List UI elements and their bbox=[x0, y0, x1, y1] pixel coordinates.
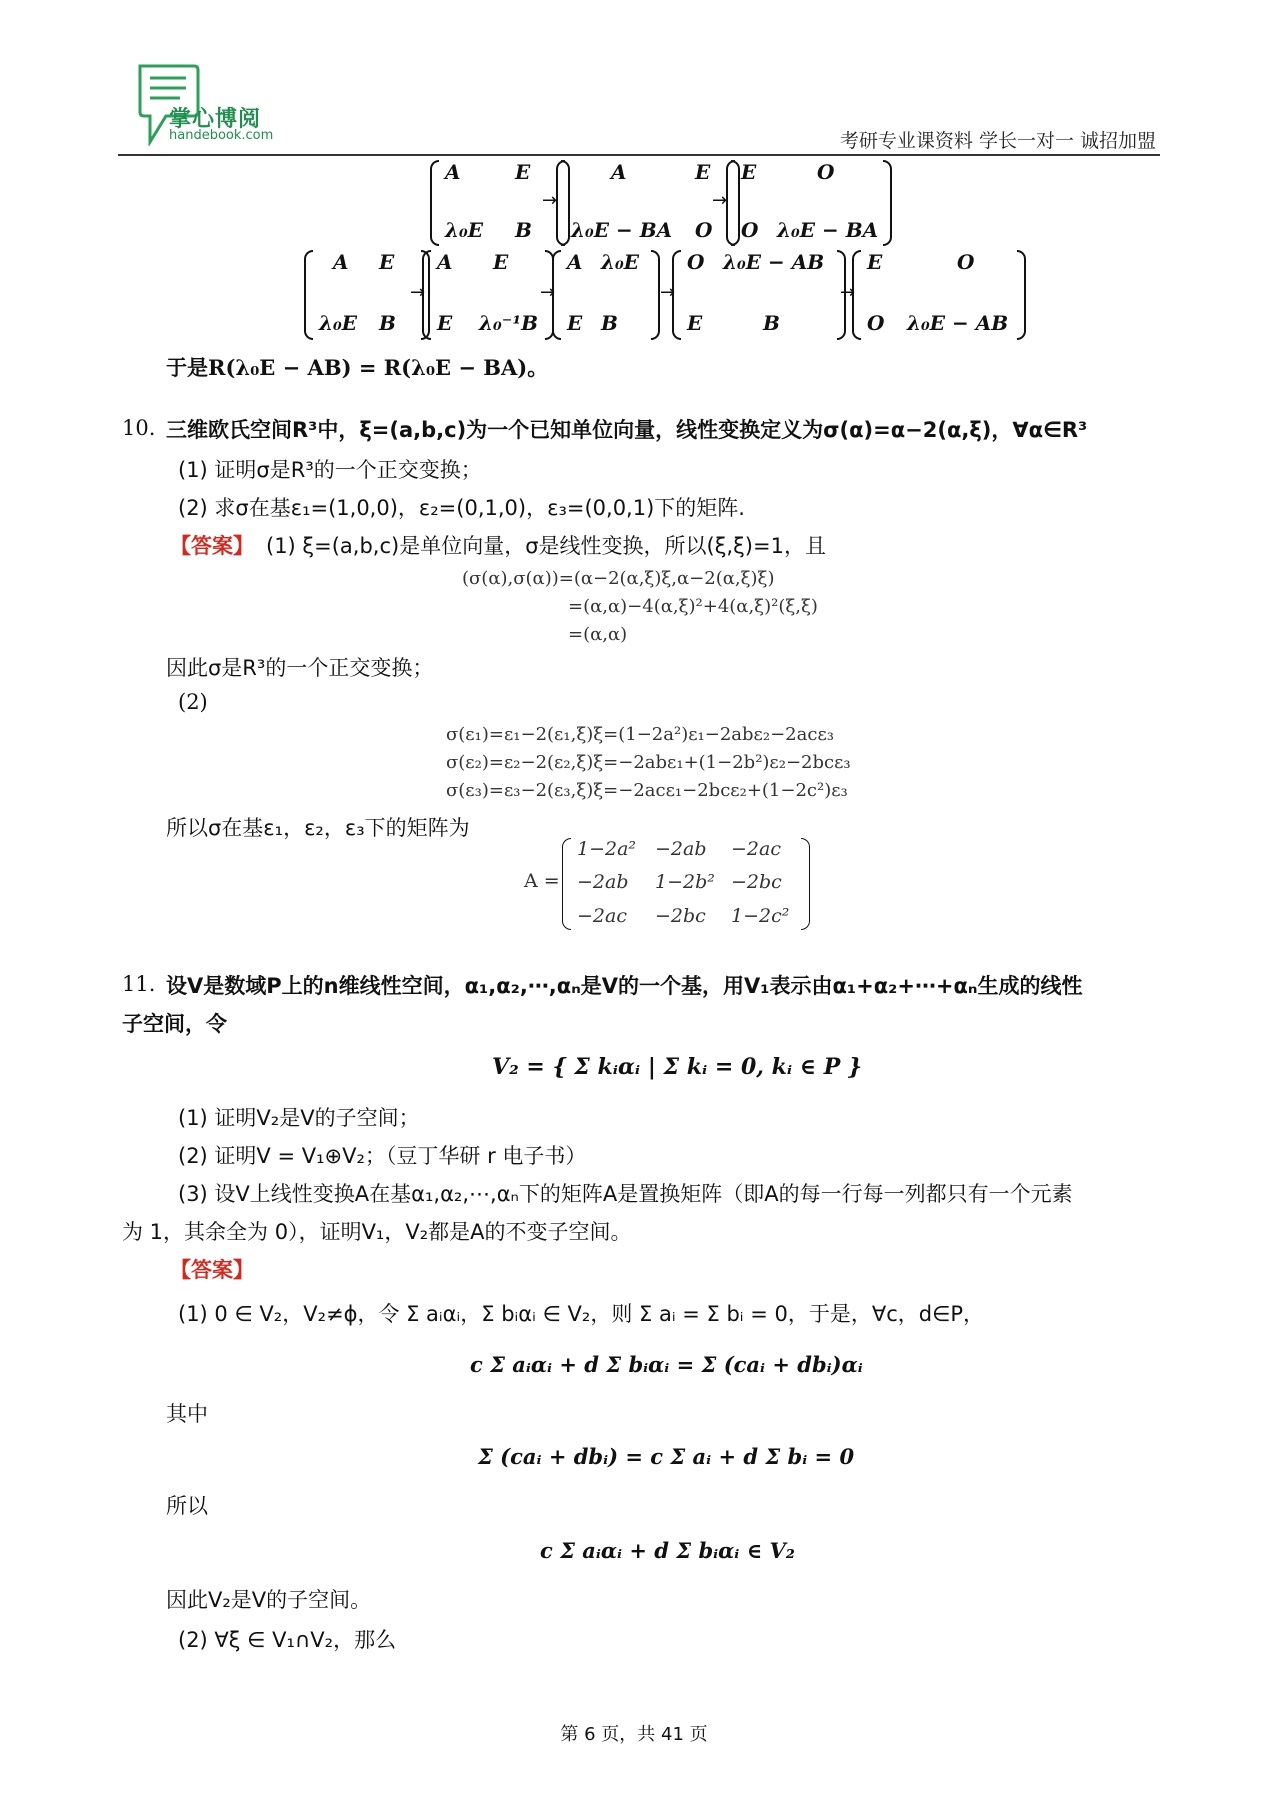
logo-en: handebook.com bbox=[169, 128, 274, 143]
q10-answer-label: 【答案】 bbox=[170, 534, 254, 558]
q11-answer-label: 【答案】 bbox=[170, 1258, 254, 1282]
equation: σ(ε₂)=ε₂−2(ε₂,ξ)ξ=−2abε₁+(1−2b²)ε₂−2bcε₃ bbox=[446, 752, 851, 773]
logo-cn: 掌心博阅 bbox=[169, 107, 262, 132]
matrix bbox=[852, 250, 1026, 340]
q10-part1: (1) 证明σ是R³的一个正交变换； bbox=[178, 458, 482, 482]
matrix-cell: B bbox=[763, 311, 780, 335]
matrix-cell: A bbox=[611, 160, 627, 184]
logo bbox=[136, 62, 306, 152]
equation: (σ(α),σ(α))=(α−2(α,ξ)ξ,α−2(α,ξ)ξ) bbox=[462, 568, 775, 589]
q11-title-line2: 子空间，令 bbox=[122, 1012, 227, 1036]
q10-answer-2-text: 所以σ在基ε₁，ε₂，ε₃下的矩阵为 bbox=[166, 816, 470, 840]
q11-part3-line2: 为 1，其余全为 0），证明V₁，V₂都是A的不变子空间。 bbox=[122, 1220, 632, 1244]
q11-title-line1: 设V是数域P上的n维线性空间，α₁,α₂,⋯,αₙ是V的一个基，用V₁表示由α₁+α₂+⋯+αₙ生成的线性 bbox=[166, 974, 1083, 998]
conclusion-line: 于是R(λ₀E − AB) = R(λ₀E − BA)。 bbox=[166, 355, 549, 380]
matrix-cell: λ₀⁻¹B bbox=[479, 311, 539, 335]
matrix-cell: A bbox=[333, 250, 349, 274]
matrix-cell: A bbox=[437, 250, 453, 274]
matrix-cell: −2ac bbox=[731, 838, 781, 860]
arrow: → bbox=[540, 282, 556, 303]
q11-number: 11. bbox=[122, 972, 156, 996]
equation: Σ (caᵢ + dbᵢ) = c Σ aᵢ + d Σ bᵢ = 0 bbox=[478, 1444, 855, 1469]
matrix-cell: B bbox=[515, 218, 532, 242]
matrix-cell: O bbox=[867, 311, 885, 335]
matrix bbox=[672, 250, 846, 340]
matrix-cell: O bbox=[957, 250, 975, 274]
matrix-cell: O bbox=[817, 160, 835, 184]
matrix-cell: B bbox=[601, 311, 618, 335]
q11-answer-2: (2) ∀ξ ∈ V₁∩V₂，那么 bbox=[178, 1628, 397, 1652]
header-tagline: 考研专业课资料 学长一对一 诚招加盟 bbox=[839, 130, 1156, 152]
matrix bbox=[422, 250, 554, 340]
q10-part2: (2) 求σ在基ε₁=(1,0,0)，ε₂=(0,1,0)，ε₃=(0,0,1)下的矩阵. bbox=[178, 496, 745, 520]
matrix-cell: −2bc bbox=[731, 871, 782, 894]
matrix-cell: −2ab bbox=[577, 871, 629, 894]
q11-answer-1: (1) 0 ∈ V₂，V₂≠ϕ，令 Σ aᵢαᵢ，Σ bᵢαᵢ ∈ V₂，则 Σ aᵢ = Σ bᵢ = 0，于是，∀c，d∈P， bbox=[178, 1302, 985, 1326]
matrix-A bbox=[562, 838, 810, 930]
equation: c Σ aᵢαᵢ + d Σ bᵢαᵢ ∈ V₂ bbox=[540, 1538, 795, 1563]
matrix-cell: E bbox=[567, 311, 583, 335]
q11-qizhong: 其中 bbox=[166, 1402, 208, 1426]
header-divider bbox=[118, 154, 1160, 156]
matrix-cell: E bbox=[493, 250, 509, 274]
matrix-cell: 1−2b² bbox=[655, 871, 715, 894]
equation: =(α,α)−4(α,ξ)²+4(α,ξ)²(ξ,ξ) bbox=[568, 596, 818, 617]
arrow: → bbox=[840, 282, 856, 303]
q11-part3-line1: (3) 设V上线性变换A在基α₁,α₂,⋯,αₙ下的矩阵A是置换矩阵（即A的每一行每一列都只有一个元素 bbox=[178, 1182, 1073, 1206]
arrow: → bbox=[712, 190, 728, 211]
matrix-cell: E bbox=[687, 311, 703, 335]
matrix-cell: O bbox=[741, 218, 759, 242]
matrix-cell: A bbox=[567, 250, 583, 274]
q10-answer-1: (1) ξ=(a,b,c)是单位向量，σ是线性变换，所以(ξ,ξ)=1，且 bbox=[266, 534, 826, 558]
matrix-cell: λ₀E − AB bbox=[907, 311, 1009, 335]
matrix-cell: λ₀E − BA bbox=[777, 218, 879, 242]
matrix-cell: −2ab bbox=[655, 838, 707, 860]
equation: =(α,α) bbox=[568, 624, 628, 645]
matrix-cell: A bbox=[445, 160, 461, 184]
matrix-cell: O bbox=[687, 250, 705, 274]
arrow: → bbox=[660, 282, 676, 303]
matrix-cell: −2bc bbox=[655, 904, 706, 927]
matrix-cell: B bbox=[379, 311, 396, 335]
matrix-cell: E bbox=[867, 250, 883, 274]
matrix bbox=[726, 160, 892, 246]
matrix-label: A = bbox=[524, 870, 560, 892]
q11-part1: (1) 证明V₂是V的子空间； bbox=[178, 1106, 420, 1130]
matrix bbox=[552, 250, 660, 340]
matrix-cell: λ₀E − BA bbox=[571, 218, 673, 242]
matrix-cell: E bbox=[515, 160, 531, 184]
q11-suoyi: 所以 bbox=[166, 1494, 208, 1518]
equation: σ(ε₃)=ε₃−2(ε₃,ξ)ξ=−2acε₁−2bcε₂+(1−2c²)ε₃ bbox=[446, 780, 848, 801]
q10-answer-2: (2) bbox=[178, 690, 208, 714]
equation: σ(ε₁)=ε₁−2(ε₁,ξ)ξ=(1−2a²)ε₁−2abε₂−2acε₃ bbox=[446, 724, 834, 745]
q11-answer-1-end: 因此V₂是V的子空间。 bbox=[166, 1588, 372, 1612]
q10-answer-1-end: 因此σ是R³的一个正交变换； bbox=[166, 656, 434, 680]
matrix-cell: O bbox=[695, 218, 713, 242]
matrix-cell: E bbox=[437, 311, 453, 335]
matrix-cell: 1−2a² bbox=[577, 838, 637, 860]
q11-part2: (2) 证明V = V₁⊕V₂；（豆丁华研 r 电子书） bbox=[178, 1144, 587, 1168]
matrix-cell: λ₀E bbox=[601, 250, 640, 274]
matrix-cell: E bbox=[741, 160, 757, 184]
q10-title: 三维欧氏空间R³中，ξ=(a,b,c)为一个已知单位向量，线性变换定义为σ(α)=α−2(α,ξ)，∀α∈R³ bbox=[166, 418, 1088, 442]
arrow: → bbox=[542, 190, 558, 211]
q10-number: 10. bbox=[122, 416, 156, 440]
matrix-cell: 1−2c² bbox=[731, 904, 790, 927]
matrix-cell: λ₀E − AB bbox=[723, 250, 825, 274]
matrix-cell: λ₀E bbox=[319, 311, 358, 335]
equation: c Σ aᵢαᵢ + d Σ bᵢαᵢ = Σ (caᵢ + dbᵢ)αᵢ bbox=[470, 1352, 863, 1377]
matrix-cell: λ₀E bbox=[445, 218, 484, 242]
matrix-cell: E bbox=[695, 160, 711, 184]
v2-definition: V₂ = { Σ kᵢαᵢ | Σ kᵢ = 0, kᵢ ∈ P } bbox=[492, 1054, 863, 1080]
matrix-cell: E bbox=[379, 250, 395, 274]
matrix-cell: −2ac bbox=[577, 904, 627, 927]
arrow: → bbox=[410, 282, 426, 303]
page-footer: 第 6 页，共 41 页 bbox=[560, 1724, 708, 1745]
